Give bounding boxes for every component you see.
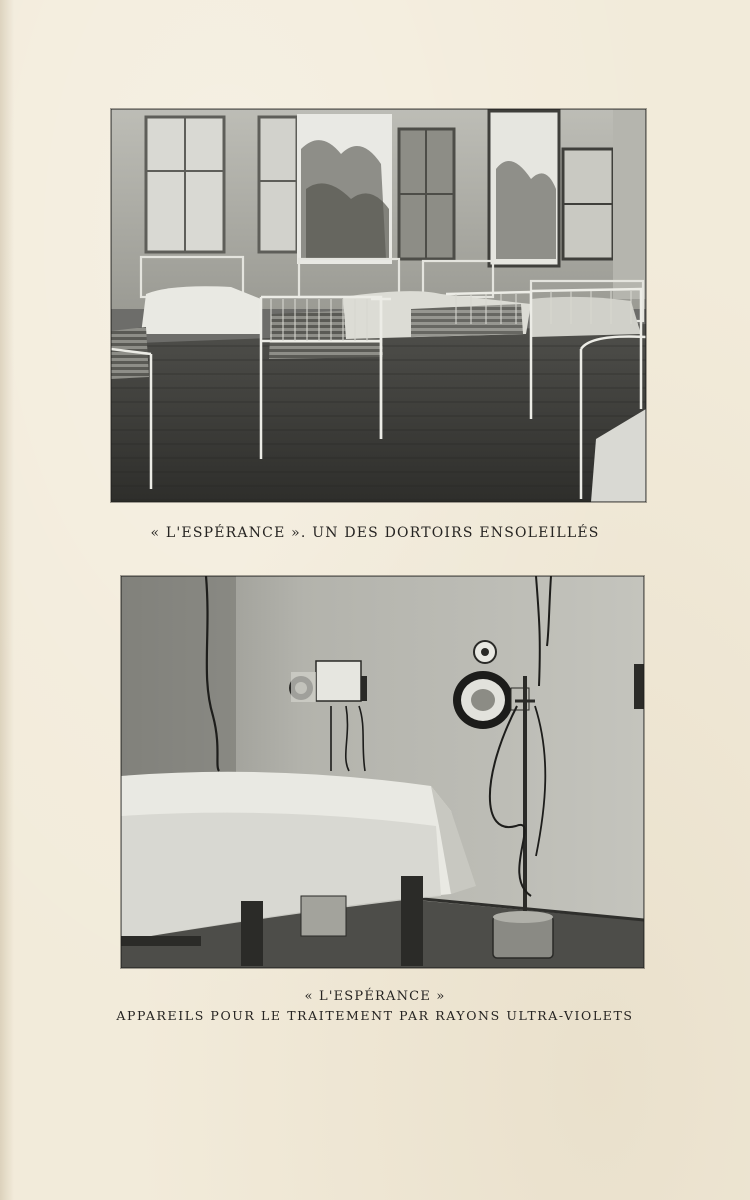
photo-dormitory xyxy=(111,109,646,502)
figure-caption-uv-description: APPAREILS POUR LE TRAITEMENT PAR RAYONS ULTRA-VIOLETS xyxy=(116,1008,634,1023)
photo-uv-treatment xyxy=(121,576,644,968)
dormitory-photo-illustration xyxy=(111,109,646,502)
figure-caption-dormitory: « L'ESPÉRANCE ». UN DES DORTOIRS ENSOLEILLÉS xyxy=(150,525,600,541)
uv-treatment-photo-illustration xyxy=(121,576,644,968)
figure-caption-uv-title: « L'ESPÉRANCE » xyxy=(304,989,446,1004)
